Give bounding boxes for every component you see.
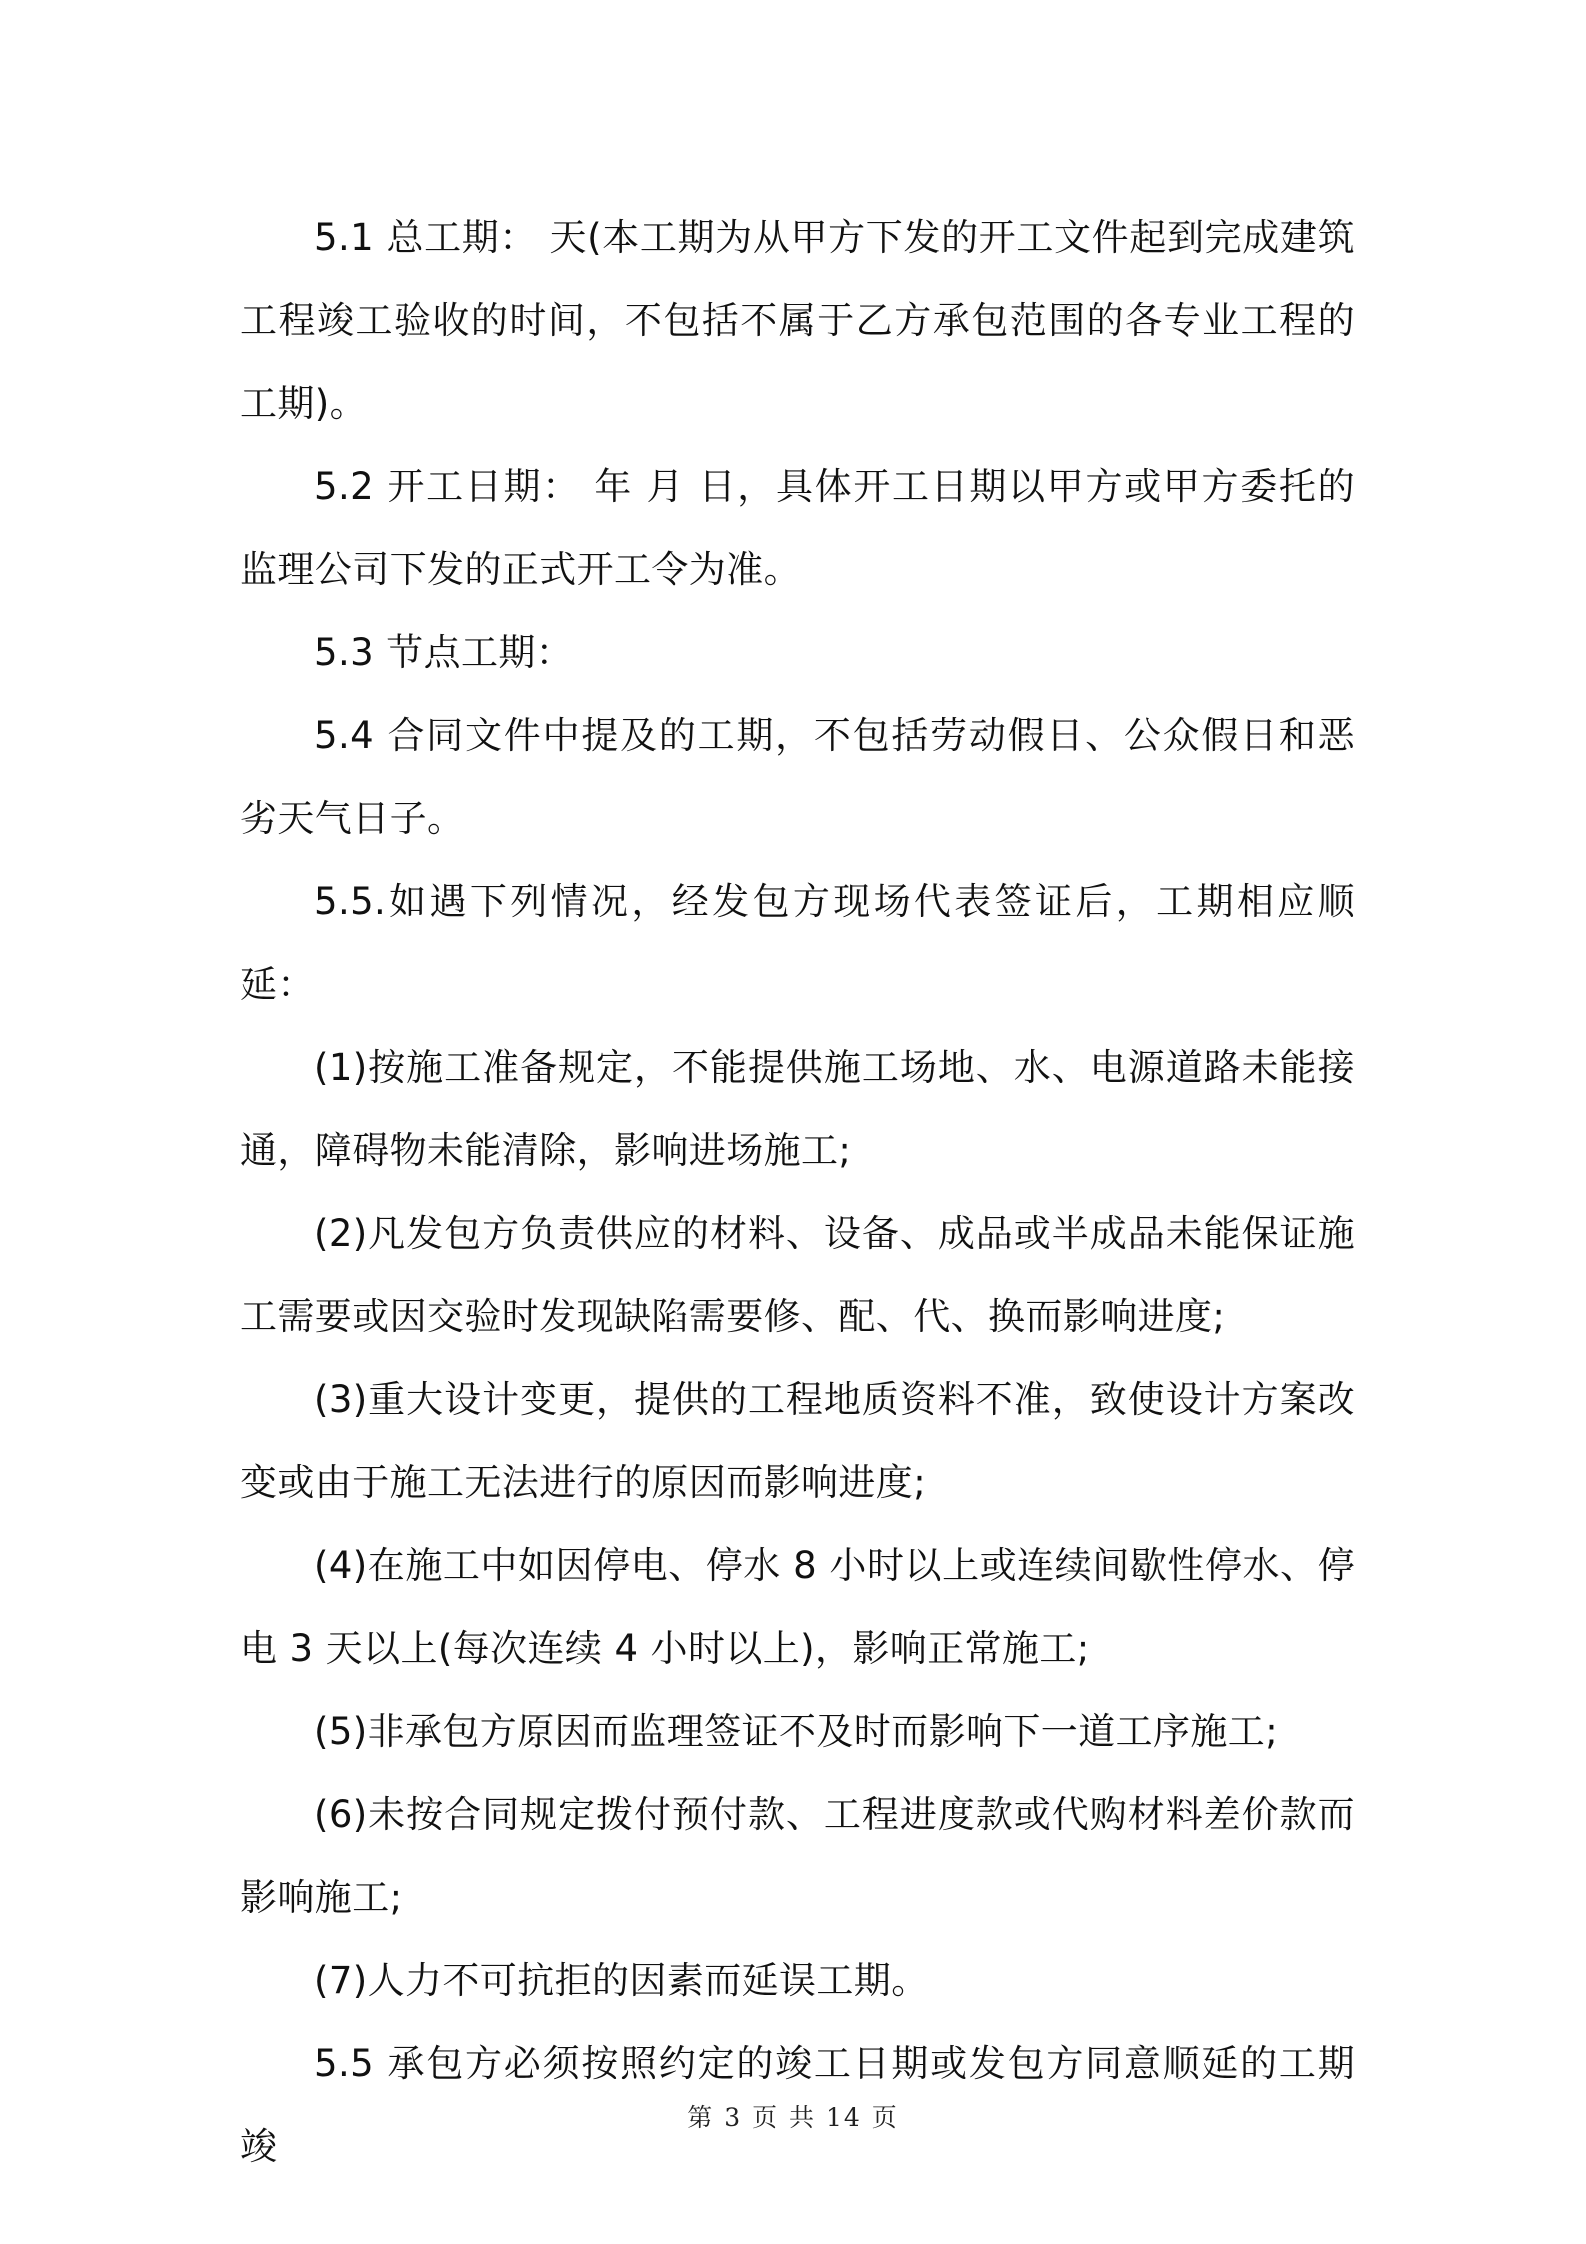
paragraph-5-5-intro: 5.5.如遇下列情况，经发包方现场代表签证后，工期相应顺延： (240, 880, 1355, 1006)
paragraph-5-5-completion: 5.5 承包方必须按照约定的竣工日期或发包方同意顺延的工期竣 (240, 2042, 1355, 2168)
list-item-4: (4)在施工中如因停电、停水 8 小时以上或连续间歇性停水、停电 3 天以上(每次连续 4 小时以上)，影响正常施工; (240, 1544, 1355, 1670)
list-item-5: (5)非承包方原因而监理签证不及时而影响下一道工序施工; (314, 1710, 1279, 1753)
document-body (240, 196, 1355, 2188)
list-item-2: (2)凡发包方负责供应的材料、设备、成品或半成品未能保证施工需要或因交验时发现缺陷需要修、配、代、换而影响进度; (240, 1212, 1355, 1338)
page-number-footer: 第 3 页 共 14 页 (687, 2103, 899, 2132)
paragraph-5-1: 5.1 总工期： 天(本工期为从甲方下发的开工文件起到完成建筑工程竣工验收的时间，不包括不属于乙方承包范围的各专业工程的工期)。 (240, 216, 1355, 425)
list-item-7: (7)人力不可抗拒的因素而延误工期。 (314, 1959, 929, 2002)
paragraph-5-4: 5.4 合同文件中提及的工期，不包括劳动假日、公众假日和恶劣天气日子。 (240, 714, 1355, 840)
paragraph-5-2: 5.2 开工日期： 年 月 日，具体开工日期以甲方或甲方委托的监理公司下发的正式开工令为准。 (240, 465, 1355, 591)
list-item-3: (3)重大设计变更，提供的工程地质资料不准，致使设计方案改变或由于施工无法进行的原因而影响进度; (240, 1378, 1355, 1504)
list-item-1: (1)按施工准备规定，不能提供施工场地、水、电源道路未能接通，障碍物未能清除，影响进场施工; (240, 1046, 1355, 1172)
list-item-6: (6)未按合同规定拨付预付款、工程进度款或代购材料差价款而影响施工; (240, 1793, 1355, 1919)
paragraph-5-3: 5.3 节点工期： (314, 631, 574, 674)
